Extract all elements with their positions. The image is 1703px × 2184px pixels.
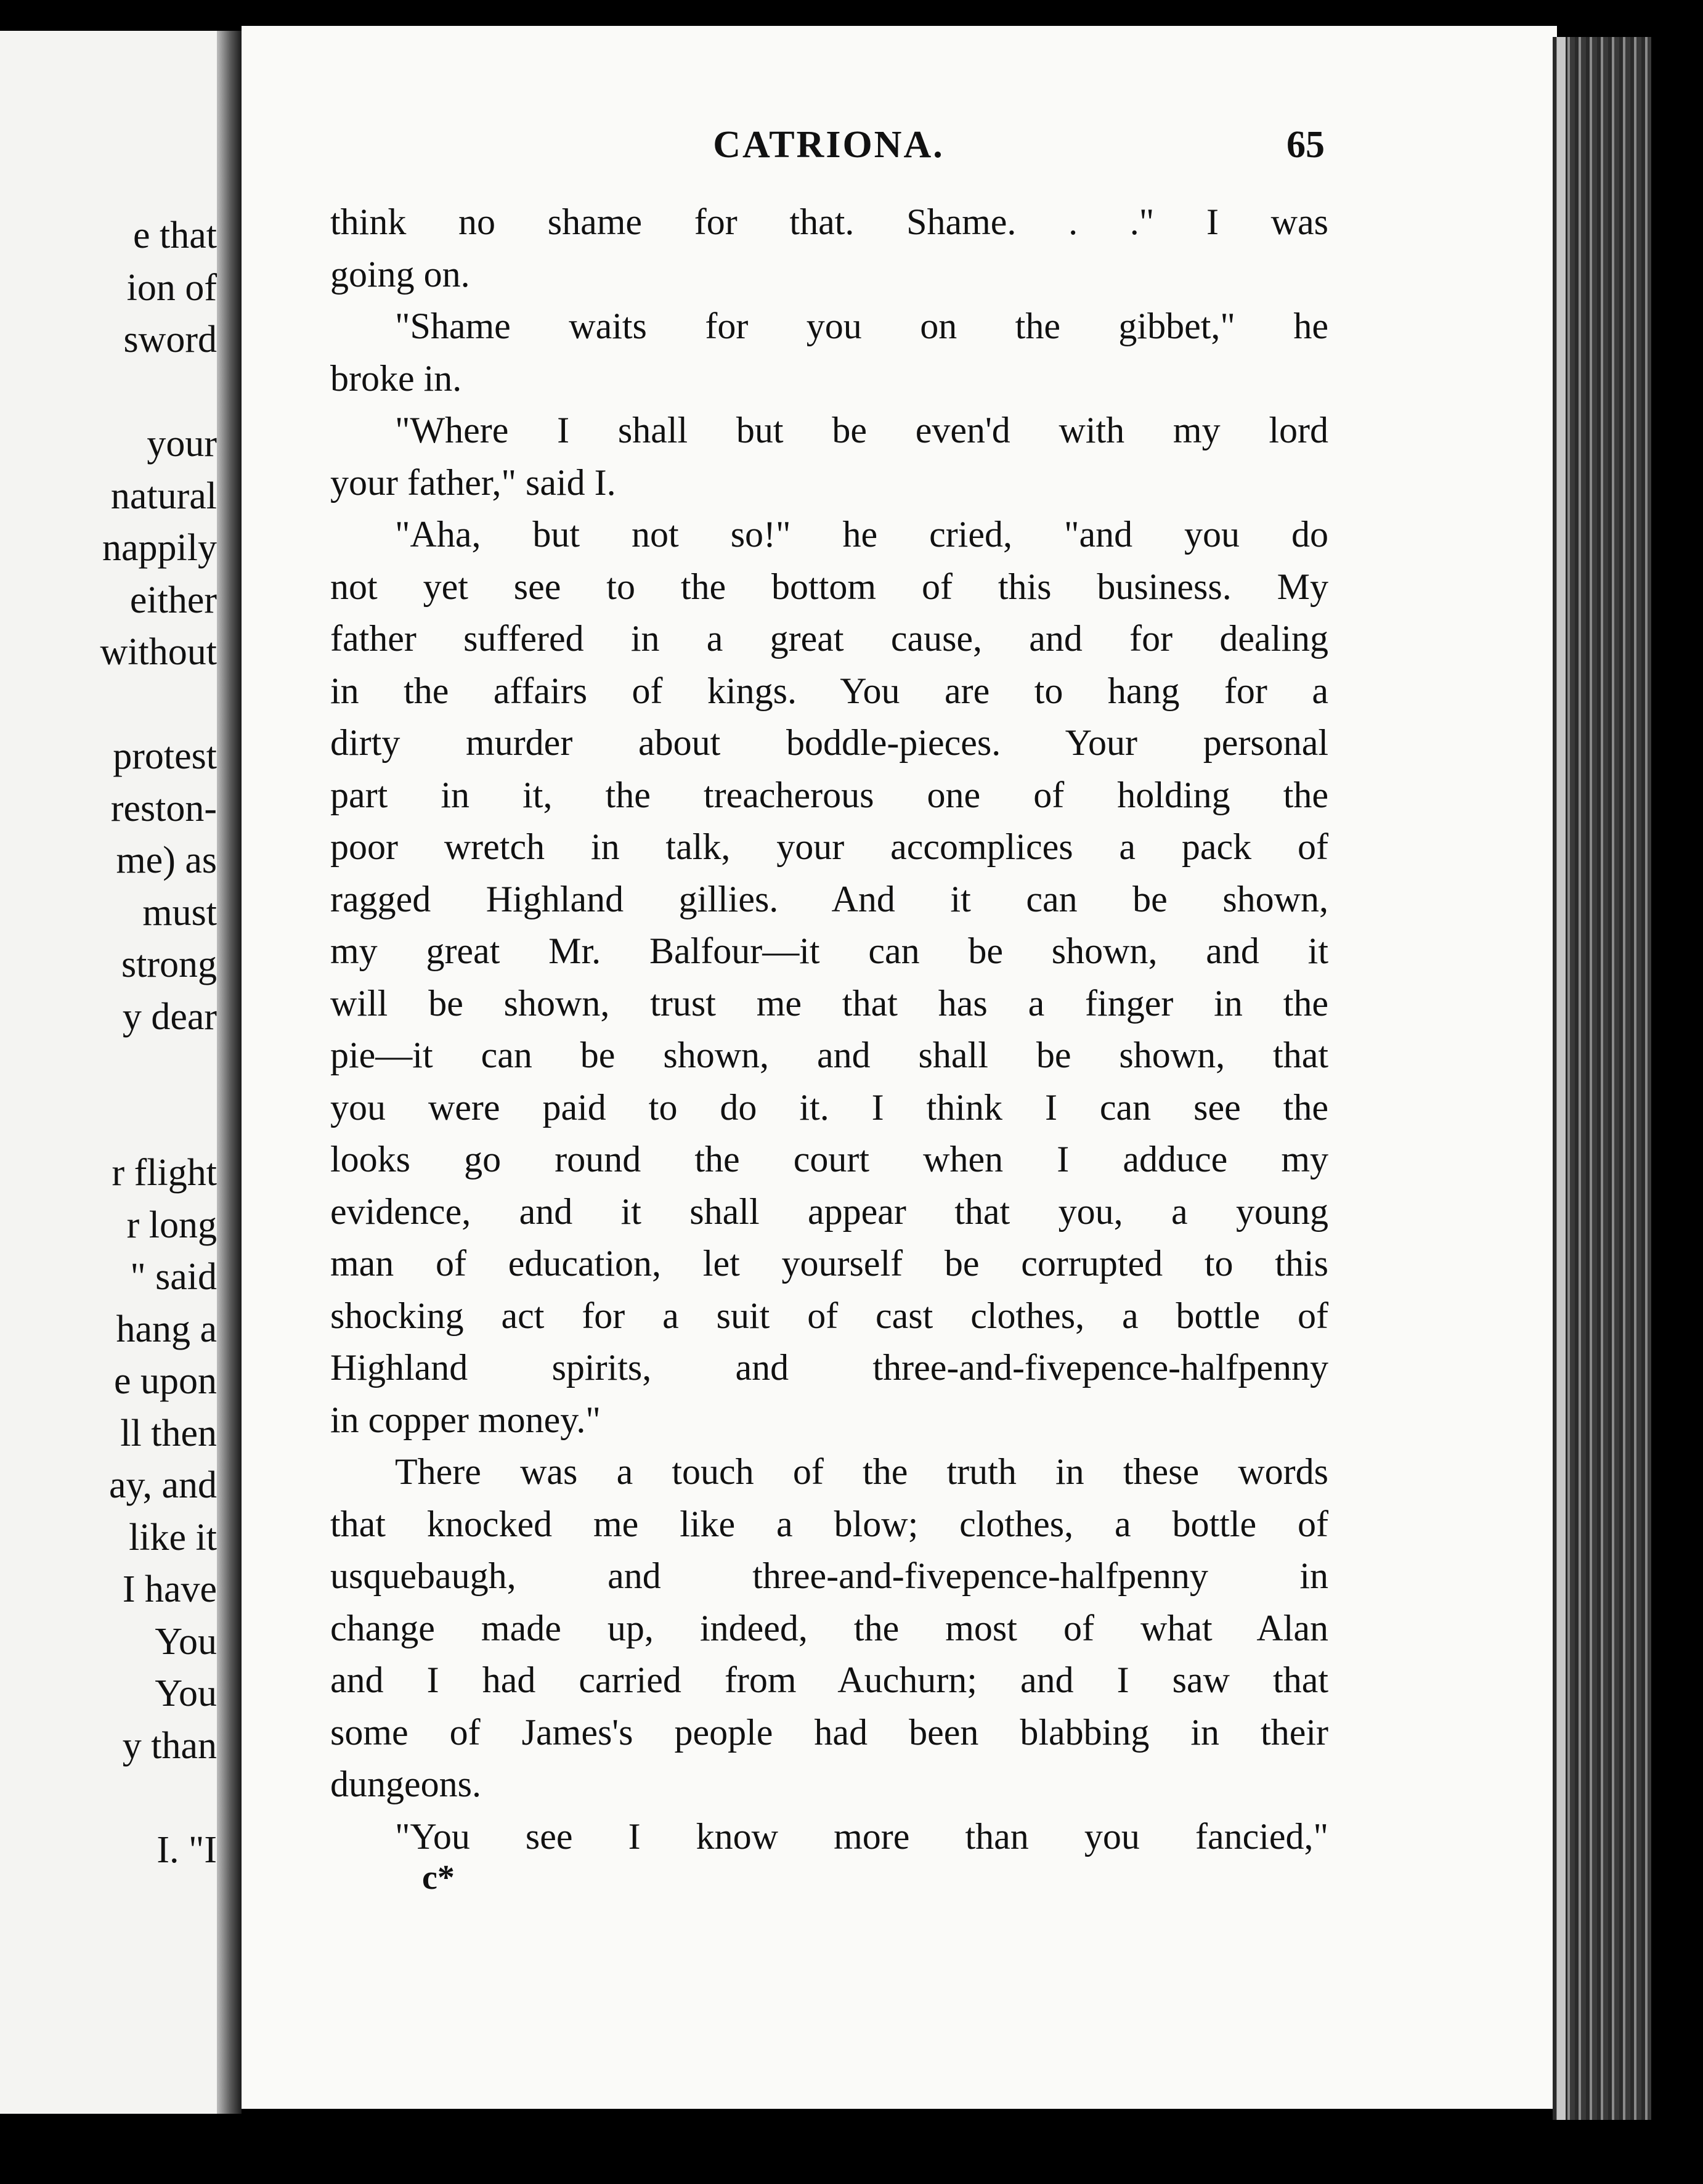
text-line: will be shown, trust me that has a finger in the	[330, 982, 1328, 1024]
facing-page-line: sword	[123, 319, 217, 361]
facing-page-line: like it	[129, 1516, 217, 1559]
text-line: usquebaugh, and three-and-fivepence-halfpenny in	[330, 1555, 1328, 1596]
text-line: poor wretch in talk, your accomplices a pack of	[330, 826, 1328, 867]
facing-page-line: y dear	[122, 995, 217, 1038]
facing-page-line: either	[129, 579, 217, 621]
facing-page-line: I. "I	[156, 1828, 217, 1871]
facing-page-line: ion of	[126, 266, 217, 309]
text-line: not yet see to the bottom of this business. My	[330, 566, 1328, 607]
body-text	[330, 196, 1328, 1862]
facing-page-line: reston-	[110, 787, 217, 829]
facing-page-line: r long	[126, 1204, 217, 1246]
text-line: Highland spirits, and three-and-fivepence-halfpenny	[330, 1347, 1328, 1388]
facing-page-line: me) as	[116, 839, 217, 881]
text-line: going on.	[330, 253, 470, 295]
facing-page-line: must	[142, 891, 217, 934]
page-edges	[1553, 37, 1651, 2120]
book-gutter	[217, 31, 242, 2114]
facing-page-line	[100, 366, 217, 418]
text-line: shocking act for a suit of cast clothes, a bottle of	[330, 1295, 1328, 1336]
page-edge-highlight	[1557, 37, 1566, 2120]
facing-page-line: " said	[130, 1256, 217, 1298]
text-line: looks go round the court when I adduce my	[330, 1139, 1328, 1180]
facing-page-line: You	[155, 1673, 217, 1714]
text-line: "Aha, but not so!" he cried, "and you do	[395, 514, 1328, 555]
text-line: father suffered in a great cause, and for dealing	[330, 618, 1328, 659]
text-line: dirty murder about boddle-pieces. Your personal	[330, 722, 1328, 763]
facing-page-line: y than	[122, 1724, 217, 1767]
facing-page-line: I have	[122, 1568, 217, 1610]
text-line: dungeons.	[330, 1764, 481, 1804]
facing-page-line: You	[155, 1620, 217, 1663]
facing-page-line: your	[147, 423, 217, 465]
text-line: change made up, indeed, the most of what Alan	[330, 1607, 1328, 1648]
facing-page-line: natural	[110, 475, 217, 517]
facing-page-line: ay, and	[108, 1464, 217, 1506]
text-line: "Shame waits for you on the gibbet," he	[395, 306, 1328, 346]
text-line: ragged Highland gillies. And it can be shown,	[330, 878, 1328, 919]
text-line: "Where I shall but be even'd with my lord	[395, 410, 1328, 450]
facing-page-line: r flight	[112, 1152, 217, 1194]
text-line: that knocked me like a blow; clothes, a bottle of	[330, 1503, 1328, 1544]
signature-mark: c*	[422, 1859, 455, 1897]
text-line: broke in.	[330, 357, 462, 399]
facing-page-text	[100, 210, 217, 1876]
text-line: in copper money."	[330, 1399, 601, 1440]
facing-page-left	[0, 31, 228, 2114]
text-line: man of education, let yourself be corrupted to this	[330, 1243, 1328, 1284]
page-number: 65	[1286, 124, 1325, 166]
text-line: pie—it can be shown, and shall be shown, that	[330, 1035, 1328, 1075]
text-line: your father," said I.	[330, 462, 616, 503]
text-line: and I had carried from Auchurn; and I saw that	[330, 1660, 1328, 1700]
facing-page-line	[100, 1095, 217, 1147]
text-line: some of James's people had been blabbing in their	[330, 1711, 1328, 1753]
text-line: think no shame for that. Shame. . ." I was	[330, 202, 1328, 242]
text-line: "You see I know more than you fancied,"	[395, 1815, 1328, 1857]
facing-page-line	[100, 1772, 217, 1824]
facing-page-line: without	[100, 631, 217, 673]
facing-page-line: e that	[133, 214, 217, 256]
facing-page-line: hang a	[116, 1308, 217, 1350]
facing-page-line: ll then	[120, 1412, 217, 1454]
text-line: evidence, and it shall appear that you, a young	[330, 1191, 1328, 1232]
text-line: my great Mr. Balfour—it can be shown, and it	[330, 931, 1328, 971]
text-line: part in it, the treacherous one of holding the	[330, 774, 1328, 815]
facing-page-line: protest	[113, 735, 217, 777]
facing-page-line	[100, 1043, 217, 1095]
text-line: you were paid to do it. I think I can see the	[330, 1086, 1328, 1128]
facing-page-line	[100, 678, 217, 731]
running-title: CATRIONA.	[713, 124, 945, 166]
text-line: There was a touch of the truth in these words	[395, 1451, 1328, 1492]
facing-page-line: nappily	[102, 527, 217, 569]
text-line: in the affairs of kings. You are to hang for a	[330, 670, 1328, 711]
facing-page-line: strong	[121, 943, 217, 985]
facing-page-line: e upon	[113, 1360, 217, 1402]
